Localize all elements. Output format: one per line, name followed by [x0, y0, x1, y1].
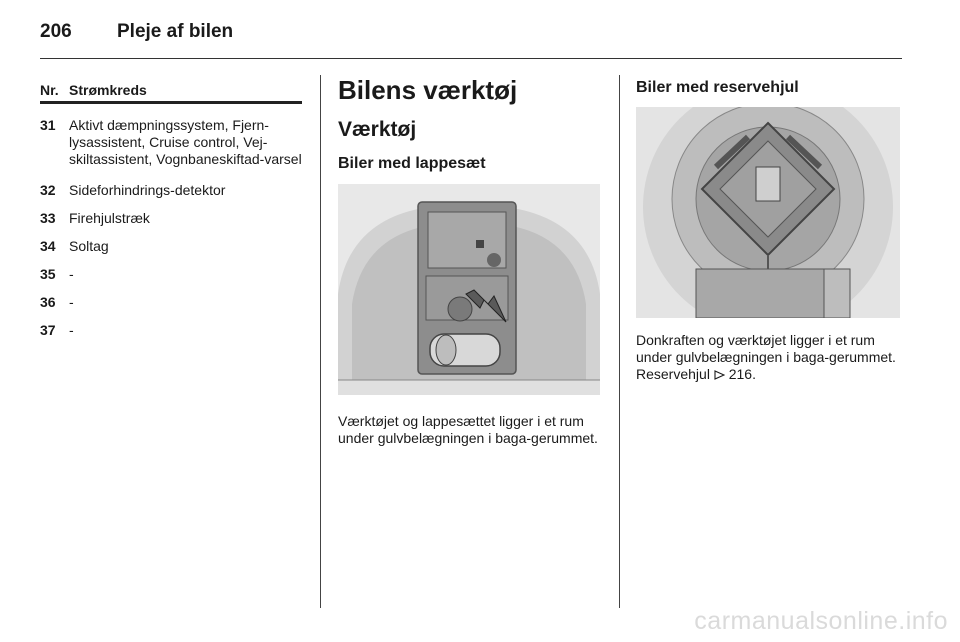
spare-wheel-figure	[636, 107, 900, 318]
row-text: Sideforhindrings-detektor	[69, 182, 226, 198]
spare-wheel-caption	[636, 332, 900, 383]
row-number: 37	[40, 322, 56, 338]
row-number: 34	[40, 238, 56, 254]
row-text: Soltag	[69, 238, 109, 254]
header-rule	[40, 58, 902, 59]
spare-wheel-caption-block	[636, 332, 900, 383]
col-circuit-header: Strømkreds	[69, 82, 147, 98]
page-number: 206	[40, 21, 72, 42]
section-tools	[338, 75, 600, 174]
column-divider	[619, 75, 620, 608]
section-title: Bilens værktøj	[338, 75, 518, 105]
table-row	[40, 238, 302, 255]
row-text: -	[69, 322, 74, 338]
table-row	[40, 294, 302, 311]
row-number: 31	[40, 117, 56, 133]
row-number: 36	[40, 294, 56, 310]
section-spare-wheel	[636, 75, 900, 98]
row-text: -	[69, 294, 74, 310]
row-number: 32	[40, 182, 56, 198]
repair-kit-caption: Værktøjet og lappesættet ligger i et rum under gulvbelægningen i baga-gerummet.	[338, 413, 598, 446]
section-subtitle: Værktøj	[338, 118, 417, 141]
row-text: Aktivt dæmpningssystem, Fjern-lysassistent, Cruise control, Vej-skiltassistent, Vognbaneskiftad-varsel	[69, 117, 302, 167]
page-reference-icon	[714, 367, 725, 377]
row-number: 33	[40, 210, 56, 226]
fuse-table	[40, 80, 302, 339]
row-number: 35	[40, 266, 56, 282]
spare-wheel-caption-text: Donkraften og værktøjet ligger i et rum under gulvbelægningen i baga-gerummet. Reservehjul	[636, 332, 896, 382]
page-title: Pleje af bilen	[117, 21, 234, 42]
row-text: -	[69, 266, 74, 282]
table-header	[40, 80, 302, 100]
table-row	[40, 210, 302, 227]
repair-kit-figure	[338, 184, 600, 395]
repair-kit-heading: Biler med lappesæt	[338, 155, 486, 172]
watermark: carmanualsonline.info	[694, 607, 948, 635]
row-text: Firehjulstræk	[69, 210, 150, 226]
table-row	[40, 322, 302, 339]
column-divider	[320, 75, 321, 608]
table-row	[40, 117, 302, 168]
repair-kit-caption-block	[338, 413, 600, 447]
col-nr-header: Nr.	[40, 82, 59, 98]
spare-wheel-heading: Biler med reservehjul	[636, 79, 799, 96]
table-row	[40, 182, 302, 199]
spare-wheel-page-ref[interactable]: 216.	[728, 366, 756, 382]
table-header-rule	[40, 101, 302, 104]
table-row	[40, 266, 302, 283]
page-header	[40, 18, 902, 58]
